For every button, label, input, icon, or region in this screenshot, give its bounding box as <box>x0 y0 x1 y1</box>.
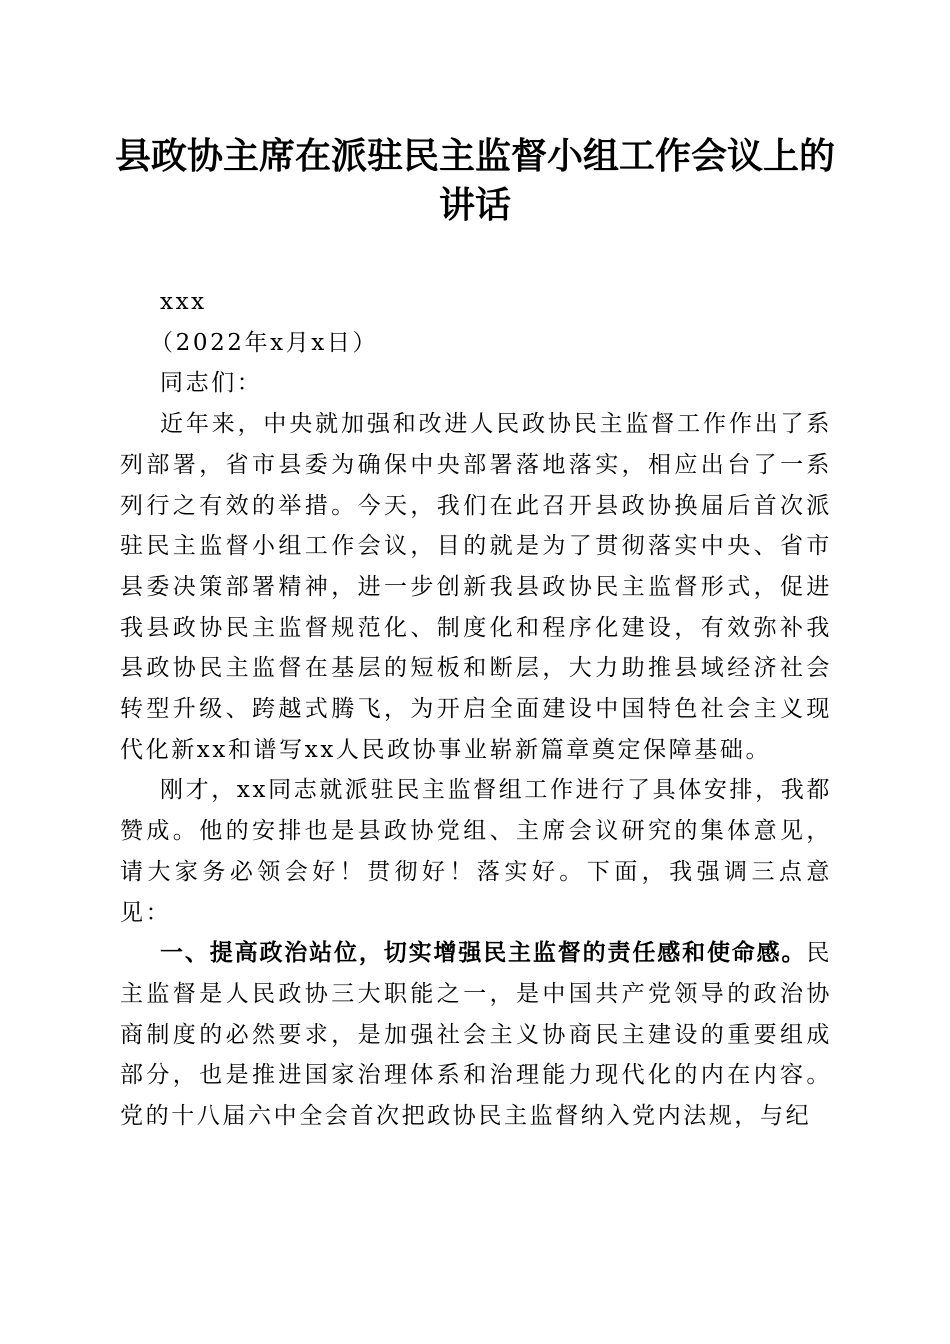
section-1-heading: 一、提高政治站位，切实增强民主监督的责任感和使命感。 <box>160 940 807 967</box>
section-1-block <box>120 933 832 1137</box>
paragraph-1: 近年来，中央就加强和改进人民政协民主监督工作作出了系列部署，省市县委为确保中央部署落地落实，相应出台了一系列行之有效的举措。今天，我们在此召开县政协换届后首次派驻民主监督小组工作会议，目的就是为了贯彻落实中央、省市县委决策部署精神，进一步创新我县政协民主监督形式，促进我县政协民主监督规范化、制度化和程序化建设，有效弥补我县政协民主监督在基层的短板和断层，大力助推县域经济社会转型升级、跨越式腾飞，为开启全面建设中国特色社会主义现代化新xx和谱写xx人民政协事业崭新篇章奠定保障基础。 <box>120 411 832 763</box>
salutation: 同志们： <box>160 370 263 397</box>
paragraph-2: 刚才，xx同志就派驻民主监督组工作进行了具体安排，我都赞成。他的安排也是县政协党组、主席会议研究的集体意见，请大家务必领会好！贯彻好！落实好。下面，我强调三点意见： <box>120 777 832 926</box>
section-1-text: 民主监督是人民政协三大职能之一，是中国共产党领导的政治协商制度的必然要求，是加强社会主义协商民主建设的重要组成部分，也是推进国家治理体系和治理能力现代化的内在内容。党的十八届六中全会首次把政协民主监督纳入党内法规，与纪 <box>120 940 832 1130</box>
author-name: xxx <box>160 289 207 315</box>
document-title: 县政协主席在派驻民主监督小组工作会议上的讲话 <box>114 135 835 226</box>
speech-date: （2022年x月x日） <box>150 329 379 356</box>
document-body <box>120 282 832 1137</box>
